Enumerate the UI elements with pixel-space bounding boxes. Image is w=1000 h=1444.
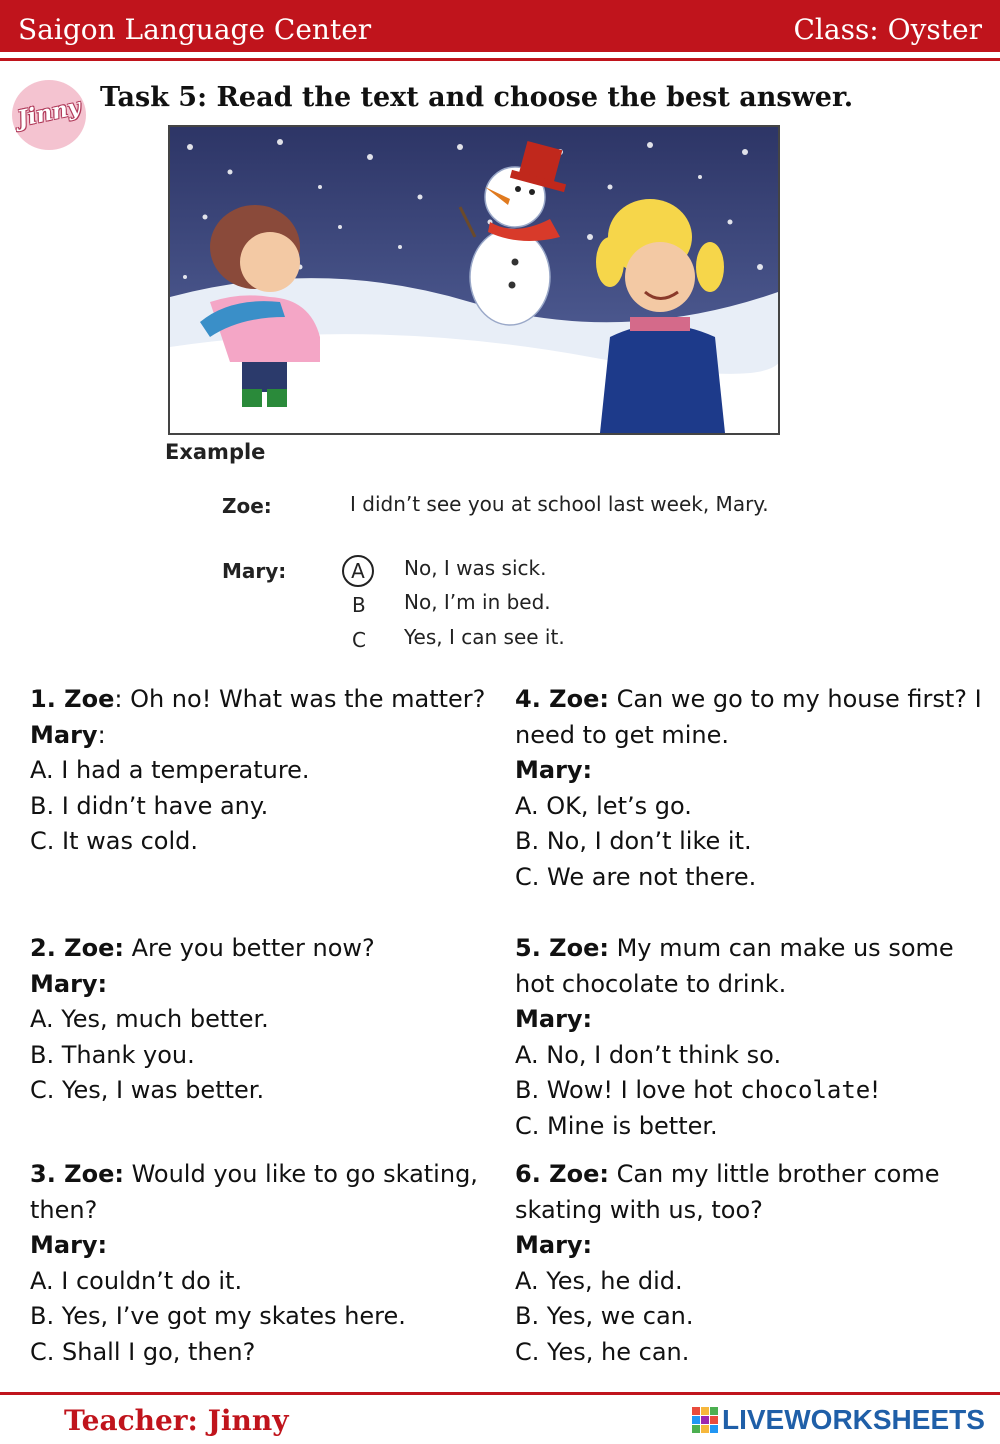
liveworksheets-logo[interactable]: [692, 1404, 985, 1436]
question-4-option-c[interactable]: C. We are not there.: [515, 862, 757, 891]
question-5-option-b[interactable]: [515, 1073, 954, 1109]
question-6-mary: [515, 1228, 939, 1264]
question-3-option-b[interactable]: B. Yes, I’ve got my skates here.: [30, 1302, 406, 1331]
example-zoe-line: I didn’t see you at school last week, Mary.: [350, 492, 769, 516]
question-2-option-a[interactable]: A. Yes, much better.: [30, 1005, 269, 1034]
question-1: [30, 682, 485, 860]
question-4-prompt-2: need to get mine.: [515, 720, 730, 749]
question-1-mary-label: Mary: [30, 720, 98, 749]
question-5-mary-label: Mary:: [515, 1005, 593, 1034]
example-zoe-speaker: Zoe:: [222, 494, 272, 518]
teacher-name: Teacher: Jinny: [64, 1404, 289, 1437]
question-3-prompt-2: then?: [30, 1195, 98, 1224]
question-1-option-a[interactable]: A. I had a temperature.: [30, 756, 310, 785]
question-5-option-c[interactable]: C. Mine is better.: [515, 1111, 718, 1140]
question-1-mary: [30, 718, 485, 754]
question-1-text: Oh no! What was the matter?: [122, 685, 486, 713]
jinny-logo-icon: [12, 80, 86, 150]
question-5-option-a[interactable]: A. No, I don’t think so.: [515, 1040, 782, 1069]
question-5-prompt-2: hot chocolate to drink.: [515, 969, 787, 998]
question-6-prompt-2: skating with us, too?: [515, 1195, 763, 1224]
question-4: [515, 682, 982, 896]
question-3-option-a[interactable]: A. I couldn’t do it.: [30, 1266, 243, 1295]
question-2: [30, 931, 375, 1109]
example-option-a: No, I was sick.: [404, 556, 547, 580]
question-1-option-b[interactable]: B. I didn’t have any.: [30, 791, 269, 820]
liveworksheets-text: LIVEWORKSHEETS: [722, 1404, 985, 1435]
question-2-option-b[interactable]: B. Thank you.: [30, 1040, 195, 1069]
question-6-option-c[interactable]: C. Yes, he can.: [515, 1337, 690, 1366]
question-6-option-a[interactable]: A. Yes, he did.: [515, 1266, 683, 1295]
question-2-mary: [30, 967, 375, 1003]
question-1-mary-sep: :: [97, 720, 106, 749]
logo-text: Jinny: [15, 93, 83, 133]
question-1-number: 1. Zoe: [30, 685, 115, 713]
question-6-mary-label: Mary:: [515, 1231, 593, 1260]
header-divider: [0, 58, 1000, 61]
example-option-c-letter: C: [352, 628, 366, 652]
question-4-mary-label: Mary:: [515, 756, 593, 785]
liveworksheets-grid-icon: [692, 1407, 718, 1433]
question-2-number: 2. Zoe:: [30, 934, 124, 962]
class-name: Class: Oyster: [793, 13, 982, 46]
question-3-mary: [30, 1228, 478, 1264]
question-5: [515, 931, 954, 1145]
question-5-mary: [515, 1002, 954, 1038]
footer-divider: [0, 1392, 1000, 1395]
question-5-prompt: [515, 931, 954, 967]
question-5-number: 5. Zoe:: [515, 934, 609, 962]
question-3-prompt: [30, 1157, 478, 1193]
question-6-text: Can my little brother come: [608, 1160, 940, 1188]
question-2-mary-label: Mary:: [30, 969, 108, 998]
question-6: [515, 1157, 939, 1371]
question-1-option-c[interactable]: C. It was cold.: [30, 827, 199, 856]
question-6-option-b[interactable]: B. Yes, we can.: [515, 1302, 694, 1331]
question-2-option-c[interactable]: C. Yes, I was better.: [30, 1076, 265, 1105]
question-3-mary-label: Mary:: [30, 1231, 108, 1260]
question-5-text: My mum can make us some: [608, 934, 954, 962]
question-3-number: 3. Zoe:: [30, 1160, 124, 1188]
header-bar: [0, 0, 1000, 52]
question-2-text: Are you better now?: [123, 934, 375, 962]
example-option-b-letter: B: [352, 593, 366, 617]
question-4-option-a[interactable]: A. OK, let’s go.: [515, 791, 692, 820]
school-name: Saigon Language Center: [18, 13, 372, 46]
question-4-prompt: [515, 682, 982, 718]
question-6-number: 6. Zoe:: [515, 1160, 609, 1188]
task-title: Task 5: Read the text and choose the best answer.: [100, 82, 854, 113]
example-mary-speaker: Mary:: [222, 559, 287, 583]
example-answer-circle: A: [342, 555, 374, 587]
question-4-option-b[interactable]: B. No, I don’t like it.: [515, 827, 752, 856]
question-4-mary: [515, 753, 982, 789]
example-option-c: Yes, I can see it.: [404, 625, 565, 649]
question-4-number: 4. Zoe:: [515, 685, 609, 713]
question-5-option-b-word: chocolate: [740, 1076, 871, 1105]
question-2-prompt: [30, 931, 375, 967]
question-3-text: Would you like to go skating,: [123, 1160, 478, 1188]
question-3: [30, 1157, 478, 1371]
example-label: Example: [165, 440, 266, 464]
question-5-option-b-pre: B. Wow! I love hot: [515, 1076, 741, 1105]
winter-scene-svg: [170, 127, 778, 433]
question-1-prompt: [30, 682, 485, 718]
question-6-prompt: [515, 1157, 939, 1193]
winter-scene-illustration: [168, 125, 780, 435]
question-5-option-b-post: !: [870, 1076, 880, 1105]
question-3-option-c[interactable]: C. Shall I go, then?: [30, 1337, 256, 1366]
question-4-text: Can we go to my house first? I: [608, 685, 982, 713]
example-option-b: No, I’m in bed.: [404, 590, 551, 614]
question-1-sep: :: [114, 685, 123, 713]
